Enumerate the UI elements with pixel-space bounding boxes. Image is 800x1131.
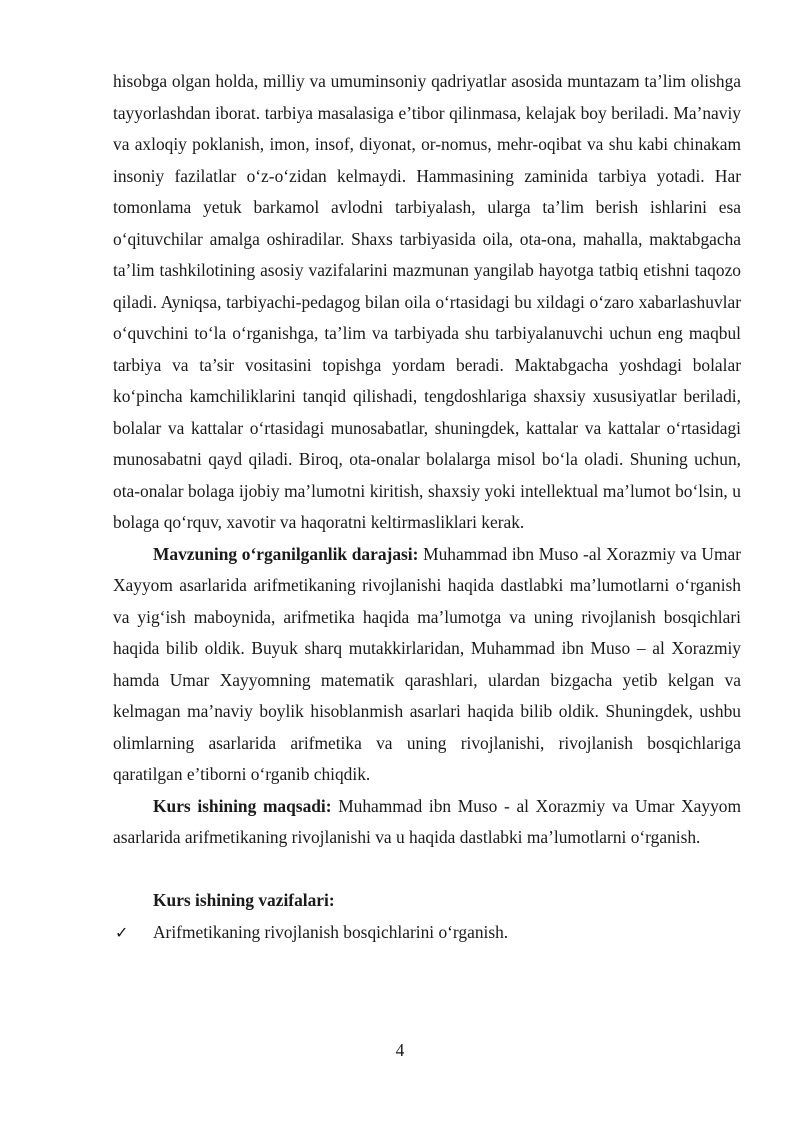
tasks-list: [113, 917, 741, 949]
goal-label: Kurs ishining maqsadi:: [153, 795, 332, 816]
task-list-item: [113, 917, 741, 949]
goal-text: Muhammad ibn Muso - al Xorazmiy va Umar Xayyom asarlarida arifmetikaning rivojlanishi va u haqida dastlabki ma’lumotlarni o‘rganish.: [113, 795, 742, 847]
checkmark-icon: ✓: [115, 922, 129, 942]
study-level-paragraph: [113, 539, 741, 791]
study-level-text: Muhammad ibn Muso -al Xorazmiy va Umar Xayyom asarlarida arifmetikaning rivojlanishi haqida dastlabki ma’lumotlarni o‘rganish va yig‘ish maboynida, arifmetika haqida ma’lumotga va uning rivojlanish bosqichlari haqida bilib oldik. Buyuk sharq mutakkirlaridan, Muhammad ibn Muso – al Xorazmiy hamda Umar Xayyomning matematik qarashlari, ulardan bizgacha yetib kelgan va kelmagan ma’naviy boylik hisoblanmish asarlari haqida bilib oldik. Shuningdek, ushbu olimlarning asarlarida arifmetika va uning rivojlanishi, rivojlanish bosqichlariga qaratilgan e’tiborni o‘rganib chiqdik.: [113, 543, 742, 784]
tasks-heading: Kurs ishining vazifalari:: [153, 890, 335, 910]
page-number: 4: [395, 1040, 405, 1060]
task-item-text: Arifmetikaning rivojlanish bosqichlarini o‘rganish.: [153, 921, 509, 942]
study-level-label: Mavzuning o‘rganilganlik darajasi:: [153, 543, 419, 564]
blank-line: [113, 854, 741, 886]
goal-paragraph: [113, 791, 741, 854]
document-page: [113, 66, 741, 948]
intro-paragraph: hisobga olgan holda, milliy va umuminsoniy qadriyatlar asosida muntazam ta’lim olishga tayyorlashdan iborat. tarbiya masalasiga e’tibor qilinmasa, kelajak boy beriladi. Ma’naviy va axloqiy poklanish, imon, insof, diyonat, or-nomus, mehr-oqibat va shu kabi chinakam insoniy fazilatlar o‘z-o‘zidan kelmaydi. Hammasining zaminida tarbiya yotadi. Har tomonlama yetuk barkamol avlodni tarbiyalash, ularga ta’lim berish ishlarini esa o‘qituvchilar amalga oshiradilar. Shaxs tarbiyasida oila, ota-ona, mahalla, maktabgacha ta’lim tashkilotining asosiy vazifalarini mazmunan yangilab hayotga tatbiq etishni taqozo qiladi. Ayniqsa, tarbiyachi-pedagog bilan oila o‘rtasidagi bu xildagi o‘zaro xabarlashuvlar o‘quvchini to‘la o‘rganishga, ta’lim va tarbiyada shu tarbiyalanuvchi uchun eng maqbul tarbiya va ta’sir vositasini topishga yordam beradi. Maktabgacha yoshdagi bolalar ko‘pincha kamchiliklarini tanqid qilishadi, tengdoshlariga shaxsiy xususiyatlar beriladi, bolalar va kattalar o‘rtasidagi munosabatlar, shuningdek, kattalar va kattalar o‘rtasidagi munosabatni qayd qiladi. Biroq, ota-onalar bolalarga misol bo‘la oladi. Shuning uchun, ota-onalar bolaga ijobiy ma’lumotni kiritish, shaxsiy yoki intellektual ma’lumot bo‘lsin, u bolaga qo‘rquv, xavotir va haqoratni keltirmasliklari kerak.: [113, 71, 741, 532]
